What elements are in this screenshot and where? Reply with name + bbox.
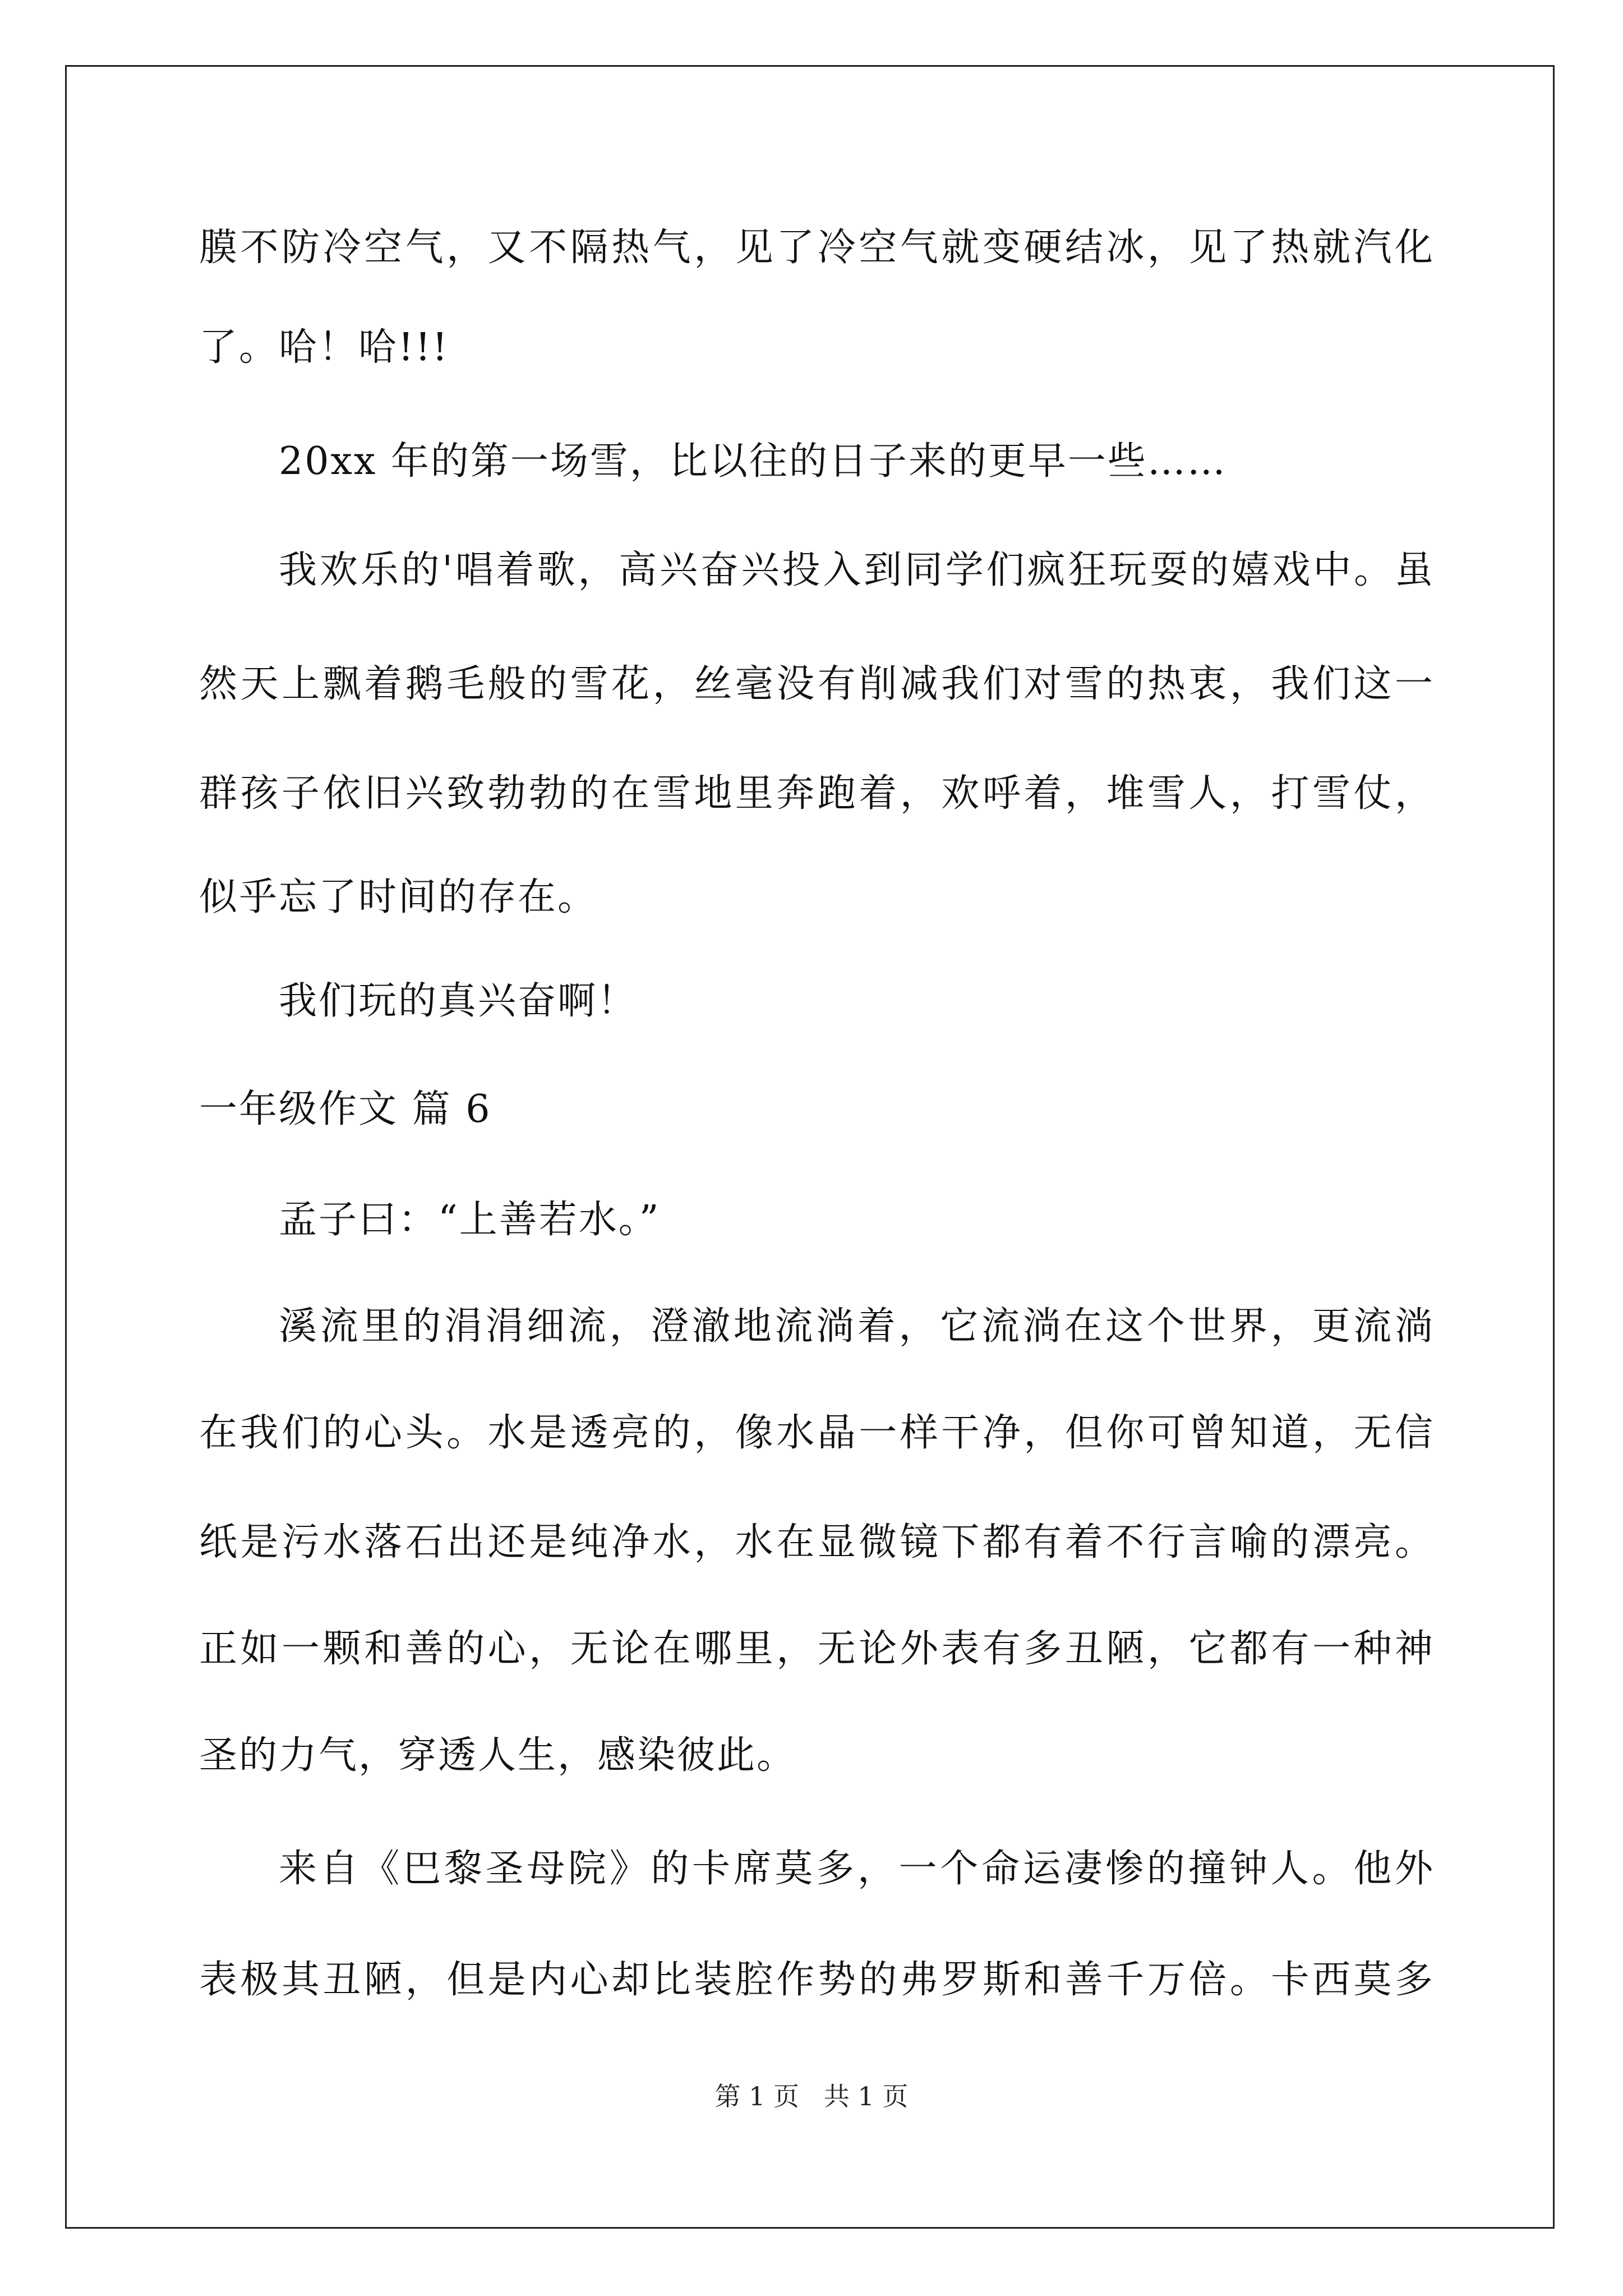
text-line-17: 表极其丑陋，但是内心却比装腔作势的弗罗斯和善千万倍。卡西莫多 <box>199 1958 1433 2002</box>
section-heading: 一年级作文 篇 6 <box>199 1087 492 1131</box>
text-line-13: 纸是污水落石出还是纯净水，水在显微镜下都有着不行言喻的漂亮。 <box>199 1520 1433 1565</box>
text-line-5: 然天上飘着鹅毛般的雪花，丝毫没有削减我们对雪的热衷，我们这一 <box>199 662 1433 706</box>
text-line-15: 圣的力气，穿透人生，感染彼此。 <box>199 1733 797 1778</box>
text-line-1: 膜不防冷空气，又不隔热气，见了冷空气就变硬结冰，见了热就汽化 <box>199 226 1433 270</box>
text-line-16: 来自《巴黎圣母院》的卡席莫多，一个命运凄惨的撞钟人。他外 <box>279 1847 1433 1891</box>
text-line-7: 似乎忘了时间的存在。 <box>199 875 598 919</box>
text-line-8: 我们玩的真兴奋啊！ <box>279 979 638 1023</box>
text-line-4: 我欢乐的'唱着歌，高兴奋兴投入到同学们疯狂玩耍的嬉戏中。虽 <box>279 548 1433 592</box>
text-line-2: 了。哈！哈!!! <box>199 325 449 370</box>
text-line-6: 群孩子依旧兴致勃勃的在雪地里奔跑着，欢呼着，堆雪人，打雪仗， <box>199 771 1433 816</box>
text-line-11: 溪流里的涓涓细流，澄澈地流淌着，它流淌在这个世界，更流淌 <box>279 1304 1433 1349</box>
text-line-12: 在我们的心头。水是透亮的，像水晶一样干净，但你可曾知道，无信 <box>199 1411 1433 1455</box>
text-line-3: 20xx 年的第一场雪，比以往的日子来的更早一些…… <box>279 439 1227 484</box>
text-line-10: 孟子曰：“上善若水。” <box>279 1198 661 1242</box>
page-border <box>65 65 1555 2229</box>
text-line-14: 正如一颗和善的心，无论在哪里，无论外表有多丑陋，它都有一种神 <box>199 1627 1433 1671</box>
page-footer: 第 1 页 共 1 页 <box>714 2081 909 2111</box>
